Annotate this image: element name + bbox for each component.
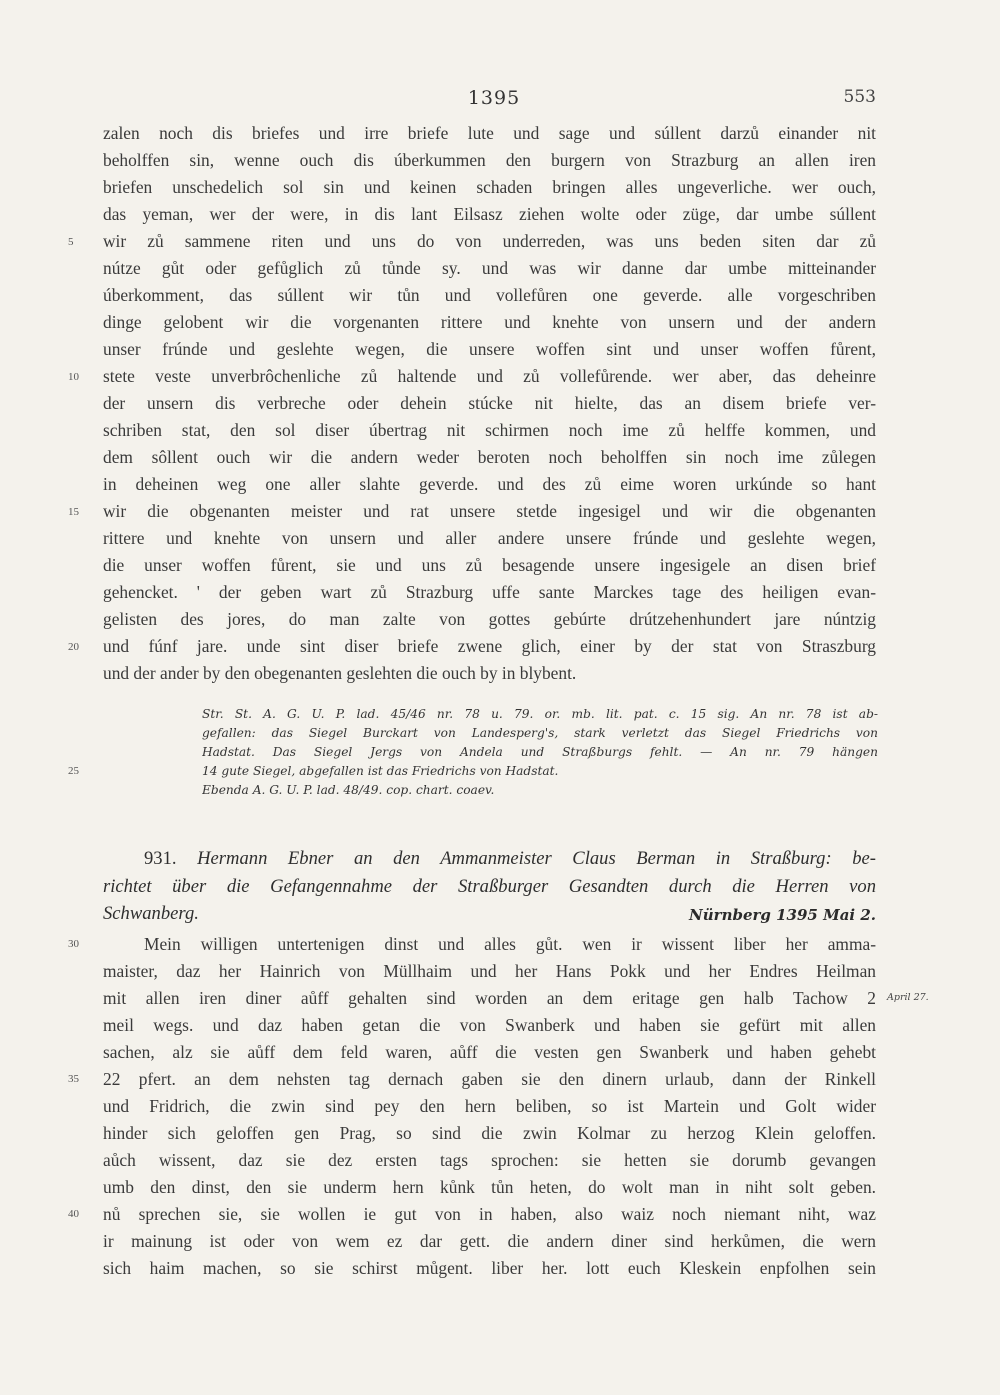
source-note-line: Ebenda A. G. U. P. lad. 48/49. cop. chart. coaev. [202,783,495,797]
text-line: schriben stat, den sol diser úbertrag nit schirmen noch ime zů helffe kommen, und [103,420,876,440]
line-number: 15 [68,506,79,518]
text-line: stete veste unverbrôchenliche zů haltende und zů vollefůrende. wer aber, das deheinre [103,366,876,386]
text-line: wir die obgenanten meister und rat unsere stetde ingesigel und wir die obgenanten [103,501,876,521]
source-note-line: gefallen: das Siegel Burckart von Landesperg's, stark verletzt das Siegel Friedrichs von [202,726,878,740]
text-line: die unser woffen fůrent, sie und uns zů besagende unsere ingesigele an disen brief [103,555,876,575]
letter-line: aůch wissent, daz sie dez ersten tags sprochen: sie hetten sie dorumb gevangen [103,1150,876,1170]
text-line: dem sôllent ouch wir die andern weder beroten noch beholffen sin noch ime zůlegen [103,447,876,467]
text-line: und der ander by den obegenanten geslehten die ouch by in blybent. [103,663,577,683]
text-line: rittere und knehte von unsern und aller andere unsere frúnde und geslehte wegen, [103,528,876,548]
letter-line: sachen, alz sie aůff dem feld waren, aůff die vesten gen Swanberk und haben gehebt [103,1042,876,1062]
letter-line: und Fridrich, die zwin sind pey den hern beliben, so ist Martein und Golt wider [103,1096,876,1116]
letter-line: mit allen iren diner aůff gehalten sind worden an dem eritage gen halb Tachow 2 [103,988,876,1008]
text-line: der unsern dis verbreche oder dehein stúcke nit hielte, das an disem briefe ver- [103,393,876,413]
page-header-year: 1395 [467,87,521,109]
text-line: unser frúnde und geslehte wegen, die unsere woffen sint und unser woffen fůrent, [103,339,876,359]
text-line: und fúnf jare. unde sint diser briefe zwene glich, einer by der stat von Straszburg [103,636,876,656]
letter-line: ir mainung ist oder von wem ez dar gett. die andern diner sind herkůmen, die wern [103,1231,876,1251]
text-line: nútze gůt oder gefůglich zů tůnde sy. und was wir danne dar umbe mitteinander [103,258,876,278]
line-number: 25 [68,765,79,777]
line-number: 40 [68,1208,79,1220]
page-number: 553 [843,87,876,107]
document-date: Nürnberg 1395 Mai 2. [689,906,876,924]
document-title-line: Schwanberg. [103,903,199,924]
text-line: gelisten des jores, do man zalte von gottes gebúrte drútzehenhundert jare núntzig [103,609,876,629]
letter-line: sich haim machen, so sie schirst můgent. liber her. lott euch Kleskein enpfolhen sein [103,1258,876,1278]
source-note-line: Str. St. A. G. U. P. lad. 45/46 nr. 78 u. 79. or. mb. lit. pat. c. 15 sig. An nr. 78 ist ab- [202,707,878,721]
text-line: zalen noch dis briefes und irre briefe lute und sage und súllent darzů einander nit [103,123,876,143]
letter-line: meil wegs. und daz haben getan die von Swanberk und haben sie gefürt mit allen [103,1015,876,1035]
line-number: 30 [68,938,79,950]
document-title-line: richtet über die Gefangennahme der Straßburger Gesandten durch die Herren von [103,876,876,897]
document-title-line [144,848,876,870]
letter-line: umb den dinst, den sie underm hern kůnk tůn heten, do wolt man in niht solt geben. [103,1177,876,1197]
margin-date-note: April 27. [887,992,929,1003]
source-note-line: Hadstat. Das Siegel Jergs von Andela und Straßburgs fehlt. — An nr. 79 hängen [202,745,878,759]
line-number: 35 [68,1073,79,1085]
line-number: 5 [68,236,74,248]
text-line: gehencket. ' der geben wart zů Strazburg uffe sante Marckes tage des heiligen evan- [103,582,876,602]
line-number: 10 [68,371,79,383]
line-number: 20 [68,641,79,653]
text-line: beholffen sin, wenne ouch dis úberkummen den burgern von Strazburg an allen iren [103,150,876,170]
document-number: 931. [144,848,177,869]
letter-line: Mein willigen untertenigen dinst und alles gůt. wen ir wissent liber her amma- [144,934,876,954]
letter-line: nů sprechen sie, sie wollen ie gut von in haben, also waiz noch niemant niht, waz [103,1204,876,1224]
document-title-text: Hermann Ebner an den Ammanmeister Claus Berman in Straßburg: be- [197,848,876,869]
text-line: briefen unschedelich sol sin und keinen schaden bringen alles ungeverliche. wer ouch, [103,177,876,197]
text-line: das yeman, wer der were, in dis lant Eilsasz ziehen wolte oder züge, dar umbe súllent [103,204,876,224]
text-line: in deheinen weg one aller slahte geverde. und des zů eime woren urkúnde so hant [103,474,876,494]
text-line: dinge gelobent wir die vorgenanten rittere und knehte von unsern und der andern [103,312,876,332]
letter-line: maister, daz her Hainrich von Müllhaim und her Hans Pokk und her Endres Heilman [103,961,876,981]
source-note-line: 14 gute Siegel, abgefallen ist das Friedrichs von Hadstat. [202,764,559,778]
letter-line: hinder sich geloffen gen Prag, so sind die zwin Kolmar zu herzog Klein geloffen. [103,1123,876,1143]
text-line: úberkomment, das súllent wir tůn und vollefůren one geverde. alle vorgeschriben [103,285,876,305]
text-line: wir zů sammene riten und uns do von underreden, was uns beden siten dar zů [103,231,876,251]
letter-line: 22 pfert. an dem nehsten tag dernach gaben sie den dinern urlaub, dann der Rinkell [103,1069,876,1089]
